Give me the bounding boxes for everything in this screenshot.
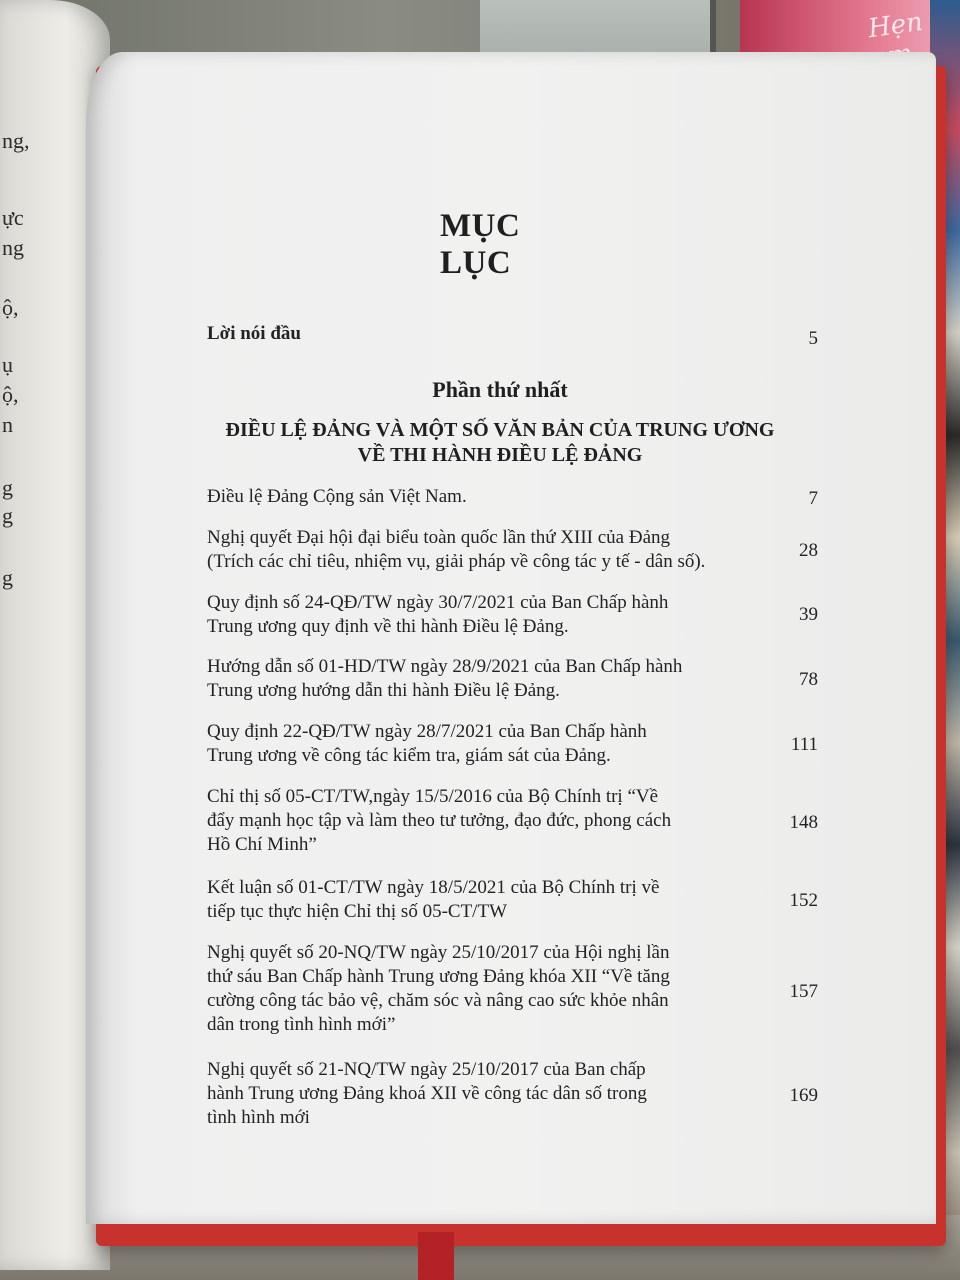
- toc-page-number: 157: [789, 981, 818, 1002]
- toc-entry: [207, 785, 747, 857]
- toc-entry-line: Quy định 22-QĐ/TW ngày 28/7/2021 của Ban Chấp hành: [207, 721, 647, 742]
- toc-page-number: 28: [799, 540, 818, 561]
- toc-entry-line: tiếp tục thực hiện Chỉ thị số 05-CT/TW: [207, 901, 508, 922]
- toc-entry-line: Trung ương quy định về thi hành Điều lệ Đảng.: [207, 616, 569, 637]
- toc-entry-line: tình hình mới: [207, 1107, 310, 1128]
- toc-page-number: 169: [789, 1085, 818, 1106]
- part-subtitle-line: ĐIỀU LỆ ĐẢNG VÀ MỘT SỐ VĂN BẢN CỦA TRUNG ƯƠNG: [225, 419, 775, 441]
- left-page-fragment: ực: [2, 205, 24, 230]
- toc-entry-line: Hướng dẫn số 01-HD/TW ngày 28/9/2021 của Ban Chấp hành: [207, 656, 683, 677]
- left-page-fragment: g: [2, 503, 13, 528]
- left-page-fragment: ng,: [2, 128, 30, 153]
- toc-page-number: 152: [789, 890, 818, 911]
- toc-entry-line: hành Trung ương Đảng khoá XII về công tác dân số trong: [207, 1083, 647, 1104]
- toc-entry: [207, 720, 747, 768]
- toc-page-number: 148: [789, 812, 818, 833]
- toc-entry-line: đẩy mạnh học tập và làm theo tư tưởng, đạo đức, phong cách: [207, 810, 672, 831]
- toc-entry-line: Hồ Chí Minh”: [207, 834, 317, 855]
- toc-entry: [207, 941, 747, 1037]
- toc-entry-line: thứ sáu Ban Chấp hành Trung ương Đảng khóa XII “Về tăng: [207, 966, 670, 987]
- toc-page-number: 7: [808, 488, 818, 509]
- toc-page-number: 39: [799, 604, 818, 625]
- toc-entry-line: Nghị quyết số 21-NQ/TW ngày 25/10/2017 của Ban chấp: [207, 1059, 646, 1080]
- toc-entry-line: Chỉ thị số 05-CT/TW,ngày 15/5/2016 của Bộ Chính trị “Về: [207, 786, 659, 807]
- left-page-fragment: ộ,: [2, 382, 19, 407]
- toc-entry-line: cường công tác bảo vệ, chăm sóc và nâng cao sức khỏe nhân: [207, 990, 669, 1011]
- toc-entry: [207, 591, 747, 639]
- preface-entry: Lời nói đầu: [207, 323, 301, 344]
- toc-entry: [207, 526, 747, 574]
- toc-entry-line: Trung ương về công tác kiểm tra, giám sát của Đảng.: [207, 745, 611, 766]
- left-page-fragment: ộ,: [2, 295, 19, 320]
- toc-entry-line: Điều lệ Đảng Cộng sản Việt Nam.: [207, 486, 467, 507]
- part-subtitle: [150, 418, 850, 468]
- toc-entry: [207, 1058, 747, 1130]
- ribbon-bookmark: [418, 1232, 454, 1280]
- part-subtitle-line: VỀ THI HÀNH ĐIỀU LỆ ĐẢNG: [357, 444, 643, 466]
- toc-entry-line: Nghị quyết số 20-NQ/TW ngày 25/10/2017 của Hội nghị lần: [207, 942, 670, 963]
- toc-entry: [207, 876, 747, 924]
- toc-page-number: 78: [799, 669, 818, 690]
- part-title: Phần thứ nhất: [432, 377, 568, 402]
- toc-entry-line: (Trích các chỉ tiêu, nhiệm vụ, giải pháp về công tác y tế - dân số).: [207, 551, 706, 572]
- toc-entry-line: Quy định số 24-QĐ/TW ngày 30/7/2021 của Ban Chấp hành: [207, 592, 669, 613]
- preface-page-number: 5: [808, 328, 818, 349]
- toc-entry: [207, 485, 747, 509]
- left-page-fragment: g: [2, 475, 13, 500]
- left-page-fragment: n: [2, 412, 13, 437]
- toc-entry-line: Kết luận số 01-CT/TW ngày 18/5/2021 của Bộ Chính trị về: [207, 877, 660, 898]
- left-page-fragment: ụ: [2, 352, 13, 377]
- toc-entry-line: dân trong tình hình mới”: [207, 1014, 396, 1035]
- toc-entry-line: Nghị quyết Đại hội đại biểu toàn quốc lần thứ XIII của Đảng: [207, 527, 671, 548]
- toc-entry-line: Trung ương hướng dẫn thi hành Điều lệ Đảng.: [207, 680, 560, 701]
- left-page-fragment: ng: [2, 235, 24, 260]
- left-page-fragment: g: [2, 565, 13, 590]
- pink-book-title: Hẹn: [866, 6, 925, 45]
- toc-page-number: 111: [790, 734, 818, 755]
- toc-entry: [207, 655, 747, 703]
- toc-title: MỤC LỤC: [440, 208, 521, 281]
